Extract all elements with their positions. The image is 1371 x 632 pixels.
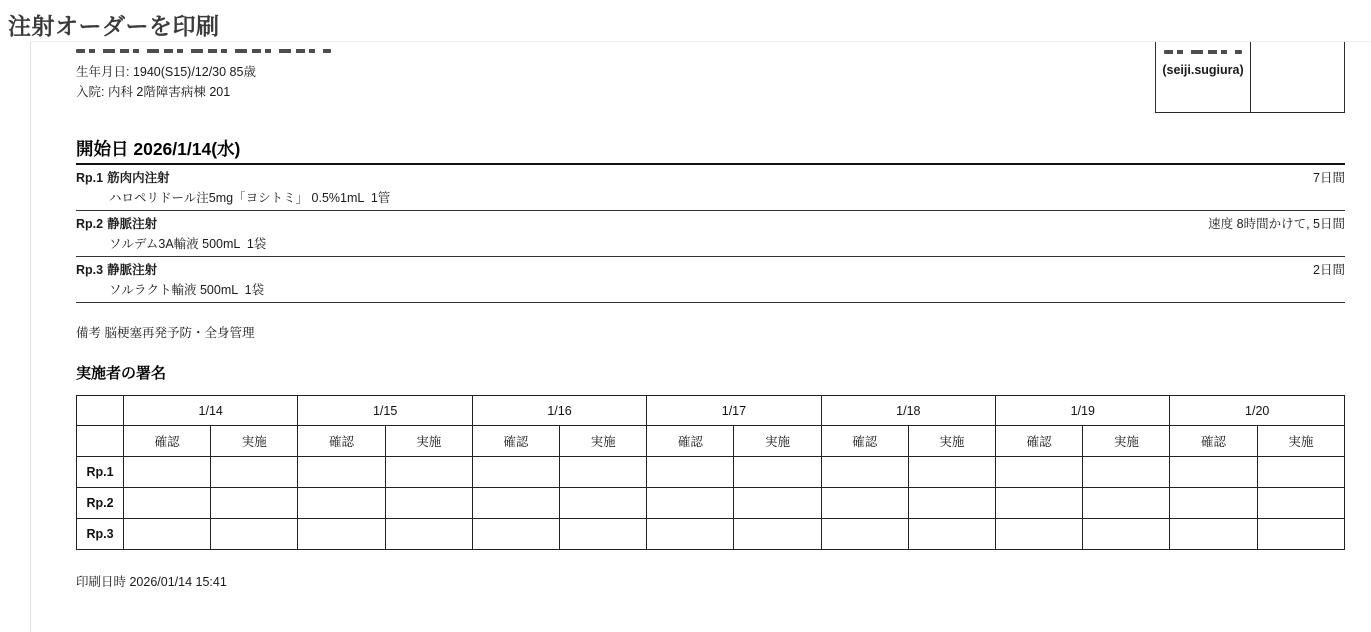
order-head	[76, 170, 1345, 187]
start-date-heading: 開始日 2026/1/14(水)	[76, 139, 241, 159]
page-title: 注射オーダーを印刷	[8, 13, 220, 39]
remarks-line: 備考 脳梗塞再発予防・全身管理	[76, 326, 255, 340]
confirm-header-cell: 確認	[124, 426, 211, 457]
perform-header-cell: 実施	[734, 426, 821, 457]
order-row-1	[76, 165, 1345, 211]
signature-cell	[385, 488, 472, 519]
row-label-cell: Rp.2	[77, 488, 124, 519]
confirm-header-cell: 確認	[647, 426, 734, 457]
document-preview	[30, 41, 1371, 632]
order-route: 筋肉内注射	[107, 171, 170, 185]
signature-cell	[560, 488, 647, 519]
signature-cell	[908, 488, 995, 519]
date-header-cell: 1/20	[1170, 396, 1345, 426]
signature-cell	[560, 519, 647, 550]
page-header	[0, 0, 1371, 41]
confirm-header-cell: 確認	[298, 426, 385, 457]
signature-cell	[647, 457, 734, 488]
signature-cell	[996, 457, 1083, 488]
signature-cell	[385, 457, 472, 488]
confirm-header-cell: 確認	[821, 426, 908, 457]
signature-cell	[472, 457, 559, 488]
document-body	[31, 42, 1371, 591]
signature-cell	[734, 519, 821, 550]
signature-cell	[647, 519, 734, 550]
order-no: Rp.1	[76, 171, 104, 185]
perform-header-cell: 実施	[385, 426, 472, 457]
signature-cell	[1170, 488, 1257, 519]
date-header-cell: 1/15	[298, 396, 472, 426]
signature-cell	[560, 457, 647, 488]
patient-admission-line: 入院: 内科 2階障害病棟 201	[76, 85, 231, 99]
order-duration: 7日間	[1313, 171, 1345, 185]
signature-cell	[996, 488, 1083, 519]
signature-cell	[647, 488, 734, 519]
signature-cell	[298, 519, 385, 550]
confirm-header-cell: 確認	[472, 426, 559, 457]
order-label	[76, 216, 157, 233]
signature-table	[76, 395, 1345, 550]
order-duration: 2日間	[1313, 263, 1345, 277]
signature-cell	[1257, 519, 1344, 550]
perform-header-cell: 実施	[560, 426, 647, 457]
order-head	[76, 262, 1345, 279]
signature-cell	[1257, 457, 1344, 488]
signature-cell	[211, 519, 298, 550]
signature-cell	[1257, 488, 1344, 519]
corner-cell	[77, 426, 124, 457]
order-label	[76, 262, 157, 279]
signature-cell	[734, 488, 821, 519]
patient-birth-line: 生年月日: 1940(S15)/12/30 85歳	[76, 65, 256, 79]
order-label	[76, 170, 170, 187]
sub-header-row	[77, 426, 1345, 457]
signature-row-rp2	[77, 488, 1345, 519]
perform-header-cell: 実施	[211, 426, 298, 457]
signature-cell	[996, 519, 1083, 550]
signature-cell	[124, 488, 211, 519]
signature-section-title: 実施者の署名	[76, 365, 167, 382]
order-drug: ソルラクト輸液 500mL 1袋	[109, 283, 265, 297]
signature-row-rp1	[77, 457, 1345, 488]
row-label-cell: Rp.1	[77, 457, 124, 488]
perform-header-cell: 実施	[1257, 426, 1344, 457]
signature-cell	[734, 457, 821, 488]
date-header-cell: 1/17	[647, 396, 821, 426]
signature-cell	[211, 488, 298, 519]
signature-cell	[211, 457, 298, 488]
patient-name-clipped-remnant	[76, 49, 331, 53]
signature-cell	[124, 519, 211, 550]
order-no: Rp.3	[76, 263, 104, 277]
signature-cell	[821, 488, 908, 519]
order-route: 静脈注射	[107, 217, 158, 231]
order-row-2	[76, 211, 1345, 257]
date-header-cell: 1/19	[996, 396, 1170, 426]
signature-cell	[821, 519, 908, 550]
signature-cell	[1083, 457, 1170, 488]
signature-row-rp3	[77, 519, 1345, 550]
perform-header-cell: 実施	[1083, 426, 1170, 457]
order-route: 静脈注射	[107, 263, 158, 277]
row-label-cell: Rp.3	[77, 519, 124, 550]
date-header-cell: 1/18	[821, 396, 995, 426]
corner-cell	[77, 396, 124, 426]
perform-header-cell: 実施	[908, 426, 995, 457]
signature-cell	[1083, 488, 1170, 519]
signature-cell	[298, 457, 385, 488]
issuer-account: (seiji.sugiura)	[1162, 63, 1244, 77]
date-header-row	[77, 396, 1345, 426]
order-head	[76, 216, 1345, 233]
signature-cell	[1170, 457, 1257, 488]
date-header-cell: 1/14	[124, 396, 298, 426]
signature-cell	[472, 488, 559, 519]
order-drug: ソルデム3A輸液 500mL 1袋	[109, 237, 267, 251]
print-datetime-line: 印刷日時 2026/01/14 15:41	[76, 575, 227, 589]
order-no: Rp.2	[76, 217, 104, 231]
signature-cell	[124, 457, 211, 488]
order-row-3	[76, 257, 1345, 303]
signature-cell	[1083, 519, 1170, 550]
signature-cell	[472, 519, 559, 550]
order-drug: ハロペリドール注5mg「ヨシトミ」 0.5%1mL 1管	[109, 191, 391, 205]
signature-cell	[1170, 519, 1257, 550]
signature-cell	[908, 457, 995, 488]
signature-cell	[298, 488, 385, 519]
date-header-cell: 1/16	[472, 396, 646, 426]
signature-cell	[821, 457, 908, 488]
order-duration: 速度 8時間かけて, 5日間	[1208, 217, 1345, 231]
signature-cell	[908, 519, 995, 550]
confirm-header-cell: 確認	[1170, 426, 1257, 457]
signature-cell	[385, 519, 472, 550]
confirm-header-cell: 確認	[996, 426, 1083, 457]
